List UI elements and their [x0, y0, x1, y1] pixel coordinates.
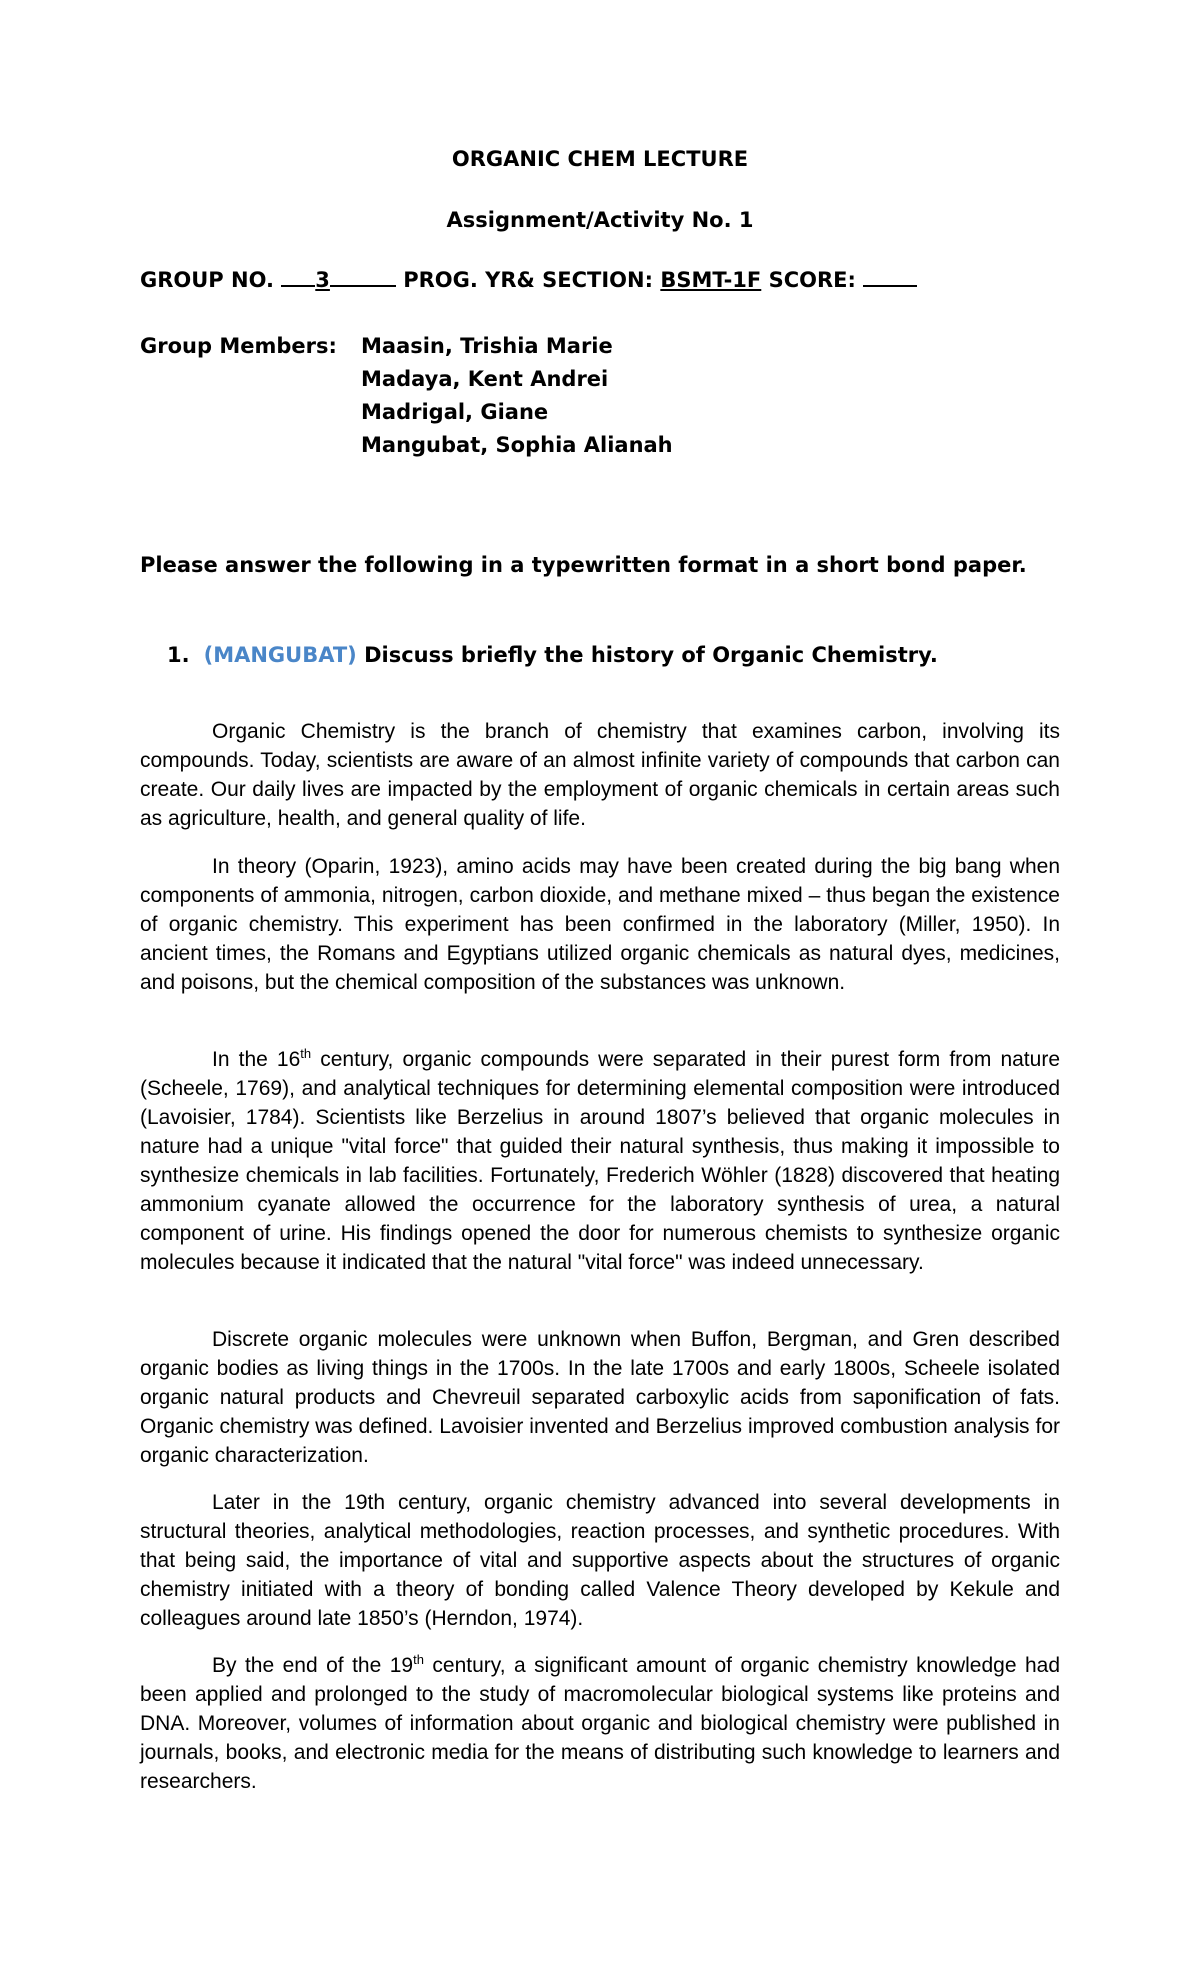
paragraph-text: century, organic compounds were separated in their purest form from nature (Scheele, 1769), and analytical techniques for determining elemental composition were introduced (Lavoisier, 1784). Scientists like Berzelius in around 1807’s believed that organic molecules in nature had a unique "vital force" that guided their natural synthesis, thus making it impossible to synthesize chemicals in lab facilities. Fortunately, Frederich Wöhler (1828) discovered that heating ammonium cyanate allowed the occurrence for the laboratory synthesis of urea, a natural component of urine. His findings opened the door for numerous chemists to synthesize organic molecules because it indicated that the natural "vital force" was indeed unnecessary.	[140, 1048, 1060, 1274]
group-info-row	[140, 265, 917, 295]
group-number-blank-right	[330, 267, 396, 287]
question-heading	[167, 640, 938, 670]
group-members-label: Group Members:	[140, 334, 337, 358]
answer-paragraph: Organic Chemistry is the branch of chemistry that examines carbon, involving its compounds. Today, scientists are aware of an almost infinite variety of compounds that carbon can create. Our daily lives are impacted by the employment of organic chemicals in certain areas such as agriculture, health, and general quality of life.	[140, 720, 1060, 830]
question-text: Discuss briefly the history of Organic Chemistry.	[364, 643, 938, 667]
group-number-label: GROUP NO.	[140, 268, 274, 292]
member-name: Maasin, Trishia Marie	[361, 334, 613, 358]
document-title: ORGANIC CHEM LECTURE	[451, 147, 749, 171]
member-name: Mangubat, Sophia Alianah	[361, 433, 673, 457]
score-label: SCORE:	[768, 268, 856, 292]
assignment-subtitle: Assignment/Activity No. 1	[446, 208, 754, 232]
paragraph-text: By the end of the 19	[212, 1654, 414, 1677]
answer-paragraph: Discrete organic molecules were unknown when Buffon, Bergman, and Gren described organic bodies as living things in the 1700s. In the late 1700s and early 1800s, Scheele isolated organic natural products and Chevreuil separated carboxylic acids from saponification of fats. Organic chemistry was defined. Lavoisier invented and Berzelius improved combustion analysis for organic characterization.	[140, 1328, 1060, 1467]
group-number-value: 3	[315, 268, 330, 292]
section-value: BSMT-1F	[660, 268, 762, 292]
answer-paragraph	[140, 1045, 1060, 1277]
answer-paragraph: Later in the 19th century, organic chemistry advanced into several developments in structural theories, analytical methodologies, reaction processes, and synthetic procedures. With that being said, the importance of vital and supportive aspects about the structures of organic chemistry initiated with a theory of bonding called Valence Theory developed by Kekule and colleagues around late 1850’s (Herndon, 1974).	[140, 1491, 1060, 1630]
answer-paragraph	[140, 1651, 1060, 1796]
section-label: PROG. YR& SECTION:	[403, 268, 654, 292]
member-name: Madrigal, Giane	[361, 400, 549, 424]
paragraph-text: In the 16	[212, 1048, 301, 1071]
ordinal-superscript: th	[300, 1046, 312, 1061]
question-number: 1.	[167, 643, 190, 667]
score-blank	[863, 267, 917, 287]
paragraph-text: century, a significant amount of organic chemistry knowledge had been applied and prolonged to the study of macromolecular biological systems like proteins and DNA. Moreover, volumes of information about organic and biological chemistry were published in journals, books, and electronic media for the means of distributing such knowledge to learners and researchers.	[140, 1654, 1061, 1793]
ordinal-superscript: th	[413, 1652, 424, 1667]
question-assignee: (MANGUBAT)	[203, 643, 357, 667]
group-number-blank-left	[281, 267, 315, 287]
answer-paragraph: In theory (Oparin, 1923), amino acids may have been created during the big bang when components of ammonia, nitrogen, carbon dioxide, and methane mixed – thus began the existence of organic chemistry. This experiment has been confirmed in the laboratory (Miller, 1950). In ancient times, the Romans and Egyptians utilized organic chemicals as natural dyes, medicines, and poisons, but the chemical composition of the substances was unknown.	[140, 855, 1060, 994]
member-name: Madaya, Kent Andrei	[361, 367, 609, 391]
instruction-text: Please answer the following in a typewritten format in a short bond paper.	[140, 553, 1027, 577]
